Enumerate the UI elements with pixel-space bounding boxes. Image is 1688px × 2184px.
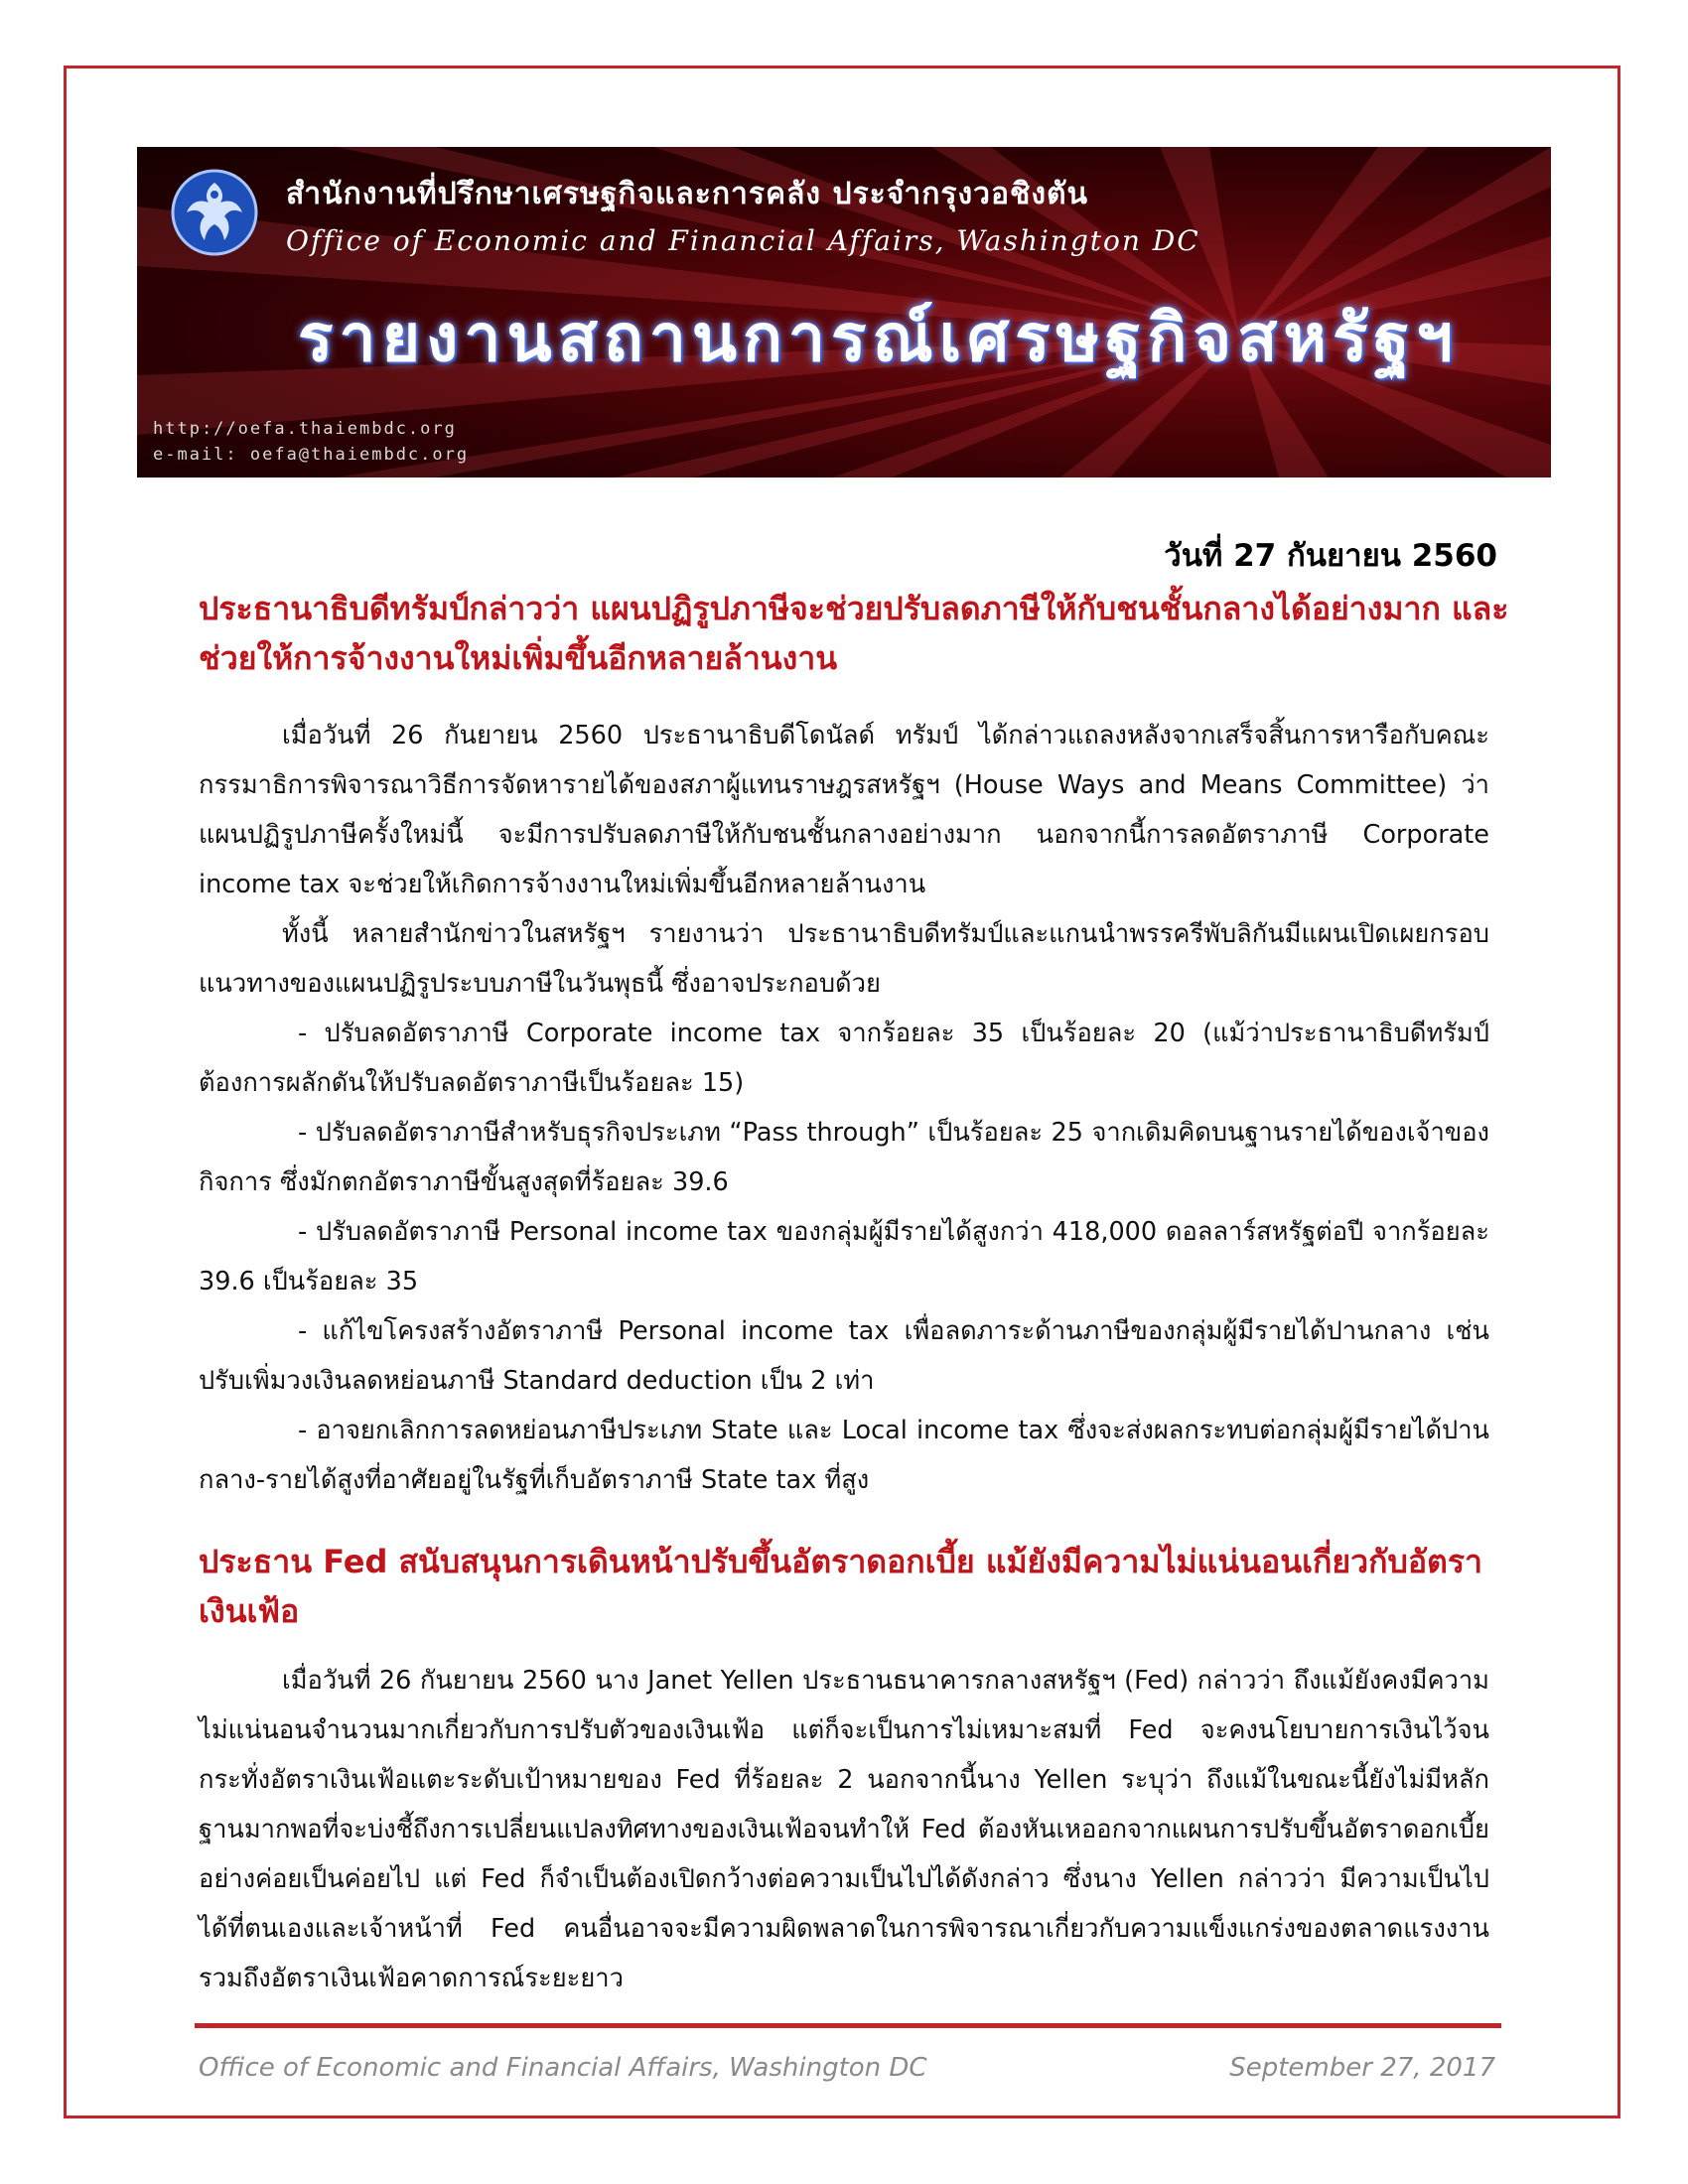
article-1-headline: ประธานาธิบดีทรัมป์กล่าวว่า แผนปฏิรูปภาษีจะช่วยปรับลดภาษีให้กับชนชั้นกลางได้อย่างมาก และช่วยให้การจ้างงานใหม่เพิ่มขึ้นอีกหลายล้านงาน [199,590,1509,677]
article-2-body [199,1656,1489,2003]
article-1-bullet: - อาจยกเลิกการลดหย่อนภาษีประเภท State และ Local income tax ซึ่งจะส่งผลกระทบต่อกลุ่มผู้มีรายได้ปานกลาง-รายได้สูงที่อาศัยอยู่ในรัฐที่เก็บอัตราภาษี State tax ที่สูง [199,1416,1489,1495]
header-banner [137,147,1551,478]
report-date: วันที่ 27 กันยายน 2560 [1164,538,1497,574]
footer-divider [195,2023,1501,2028]
article-1-paragraph-1: เมื่อวันที่ 26 กันยายน 2560 ประธานาธิบดีโดนัลด์ ทรัมป์ ได้กล่าวแถลงหลังจากเสร็จสิ้นการหารือกับคณะกรรมาธิการพิจารณาวิธีการจัดหารายได้ของสภาผู้แทนราษฎรสหรัฐฯ (House Ways and Means Committee) ว่าแผนปฏิรูปภาษีครั้งใหม่นี้ จะมีการปรับลดภาษีให้กับชนชั้นกลางอย่างมาก นอกจากนี้การลดอัตราภาษี Corporate income tax จะช่วยให้เกิดการจ้างงานใหม่เพิ่มขึ้นอีกหลายล้านงาน [199,721,1489,899]
article-2-headline: ประธาน Fed สนับสนุนการเดินหน้าปรับขึ้นอัตราดอกเบี้ย แม้ยังมีความไม่แน่นอนเกี่ยวกับอัตราเงินเฟ้อ [199,1543,1482,1630]
email-link[interactable]: e-mail: oefa@thaiembdc.org [153,445,470,465]
org-name-thai: สำนักงานที่ปรึกษาเศรษฐกิจและการคลัง ประจำกรุงวอชิงตัน [286,177,1089,211]
footer-org: Office of Economic and Financial Affairs, Washington DC [199,2053,927,2083]
article-1-bullet: - แก้ไขโครงสร้างอัตราภาษี Personal income tax เพื่อลดภาระด้านภาษีของกลุ่มผู้มีรายได้ปานกลาง เช่น ปรับเพิ่มวงเงินลดหย่อนภาษี Standard deduction เป็น 2 เท่า [199,1316,1489,1396]
article-1-body [199,711,1489,1505]
org-name-english: Office of Economic and Financial Affairs, Washington DC [286,224,1200,257]
article-1-paragraph-2: ทั้งนี้ หลายสำนักข่าวในสหรัฐฯ รายงานว่า ประธานาธิบดีทรัมป์และแกนนำพรรครีพับลิกันมีแผนเปิดเผยกรอบแนวทางของแผนปฏิรูประบบภาษีในวันพุธนี้ ซึ่งอาจประกอบด้วย [199,919,1489,999]
article-1-bullet: - ปรับลดอัตราภาษีสำหรับธุรกิจประเภท “Pass through” เป็นร้อยละ 25 จากเดิมคิดบนฐานรายได้ของเจ้าของกิจการ ซึ่งมักตกอัตราภาษีขั้นสูงสุดที่ร้อยละ 39.6 [199,1118,1489,1197]
article-2-paragraph-1: เมื่อวันที่ 26 กันยายน 2560 นาง Janet Yellen ประธานธนาคารกลางสหรัฐฯ (Fed) กล่าวว่า ถึงแม้ยังคงมีความไม่แน่นอนจำนวนมากเกี่ยวกับการปรับตัวของเงินเฟ้อ แต่ก็จะเป็นการไม่เหมาะสมที่ Fed จะคงนโยบายการเงินไว้จนกระทั่งอัตราเงินเฟ้อแตะระดับเป้าหมายของ Fed ที่ร้อยละ 2 นอกจากนี้นาง Yellen ระบุว่า ถึงแม้ในขณะนี้ยังไม่มีหลักฐานมากพอที่จะบ่งชี้ถึงการเปลี่ยนแปลงทิศทางของเงินเฟ้อจนทำให้ Fed ต้องหันเหออกจากแผนการปรับขึ้นอัตราดอกเบี้ยอย่างค่อยเป็นค่อยไป แต่ Fed ก็จำเป็นต้องเปิดกว้างต่อความเป็นไปได้ดังกล่าว ซึ่งนาง Yellen กล่าวว่า มีความเป็นไปได้ที่ตนเองและเจ้าหน้าที่ Fed คนอื่นอาจจะมีความผิดพลาดในการพิจารณาเกี่ยวกับความแข็งแกร่งของตลาดแรงงาน รวมถึงอัตราเงินเฟ้อคาดการณ์ระยะยาว [199,1666,1489,1993]
website-link[interactable]: http://oefa.thaiembdc.org [153,419,457,439]
report-title: รายงานสถานการณ์เศรษฐกิจสหรัฐฯ [298,300,1459,376]
footer-date: September 27, 2017 [1229,2053,1495,2083]
article-1-bullet: - ปรับลดอัตราภาษี Personal income tax ของกลุ่มผู้มีรายได้สูงกว่า 418,000 ดอลลาร์สหรัฐต่อปี จากร้อยละ 39.6 เป็นร้อยละ 35 [199,1217,1489,1297]
garuda-emblem-icon [169,167,260,258]
article-1-bullet: - ปรับลดอัตราภาษี Corporate income tax จากร้อยละ 35 เป็นร้อยละ 20 (แม้ว่าประธานาธิบดีทรัมป์ต้องการผลักดันให้ปรับลดอัตราภาษีเป็นร้อยละ 15) [199,1019,1489,1098]
